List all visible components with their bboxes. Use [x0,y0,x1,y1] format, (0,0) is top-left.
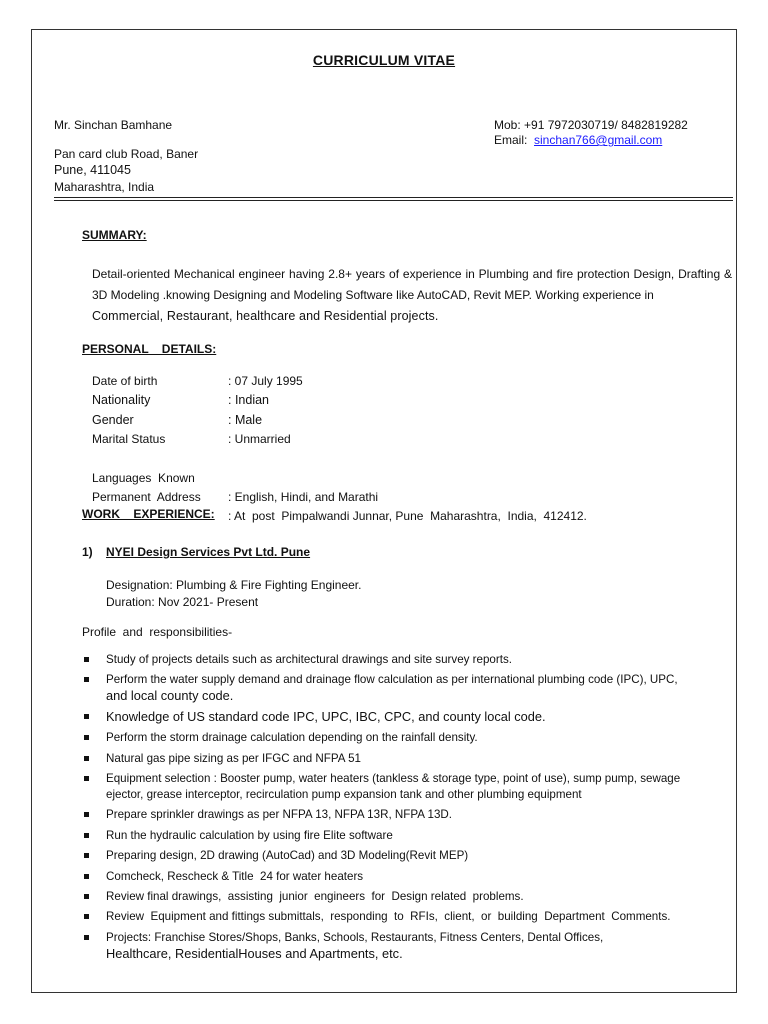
designation: Designation: Plumbing & Fire Fighting Engineer. [106,578,362,592]
marital-value: : Unmarried [228,432,291,446]
list-item: Prepare sprinkler drawings as per NFPA 13, NFPA 13R, NFPA 13D. [84,807,734,823]
list-item: Review final drawings, assisting junior engineers for Design related problems. [84,889,734,905]
bullet-icon [84,935,89,940]
profile-label: Profile and responsibilities- [82,625,233,639]
list-item: Run the hydraulic calculation by using fire Elite software [84,828,734,844]
list-item: Natural gas pipe sizing as per IFGC and NFPA 51 [84,751,734,767]
header-divider-top [54,197,733,198]
summary-body-last: Commercial, Restaurant, healthcare and Residential projects. [92,309,439,323]
bullet-icon [84,853,89,858]
work-experience-heading: WORK EXPERIENCE: [82,507,215,521]
responsibilities-list [84,652,734,966]
bullet-icon [84,677,89,682]
dob-label: Date of birth [92,374,158,388]
bullet-icon [84,833,89,838]
address-line-2: Pune, 411045 [54,163,131,177]
list-item: Projects: Franchise Stores/Shops, Banks, Schools, Restaurants, Fitness Centers, Dental Offices, Healthcare, ResidentialHouses and Apartments, etc. [84,930,734,962]
address-value: : At post Pimpalwandi Junnar, Pune Maharashtra, India, 412412. [228,509,587,523]
address-line-1: Pan card club Road, Baner [54,147,199,161]
list-item: Review Equipment and fittings submittals, responding to RFIs, client, or building Department Comments. [84,909,734,925]
bullet-icon [84,894,89,899]
list-item: Perform the water supply demand and drainage flow calculation as per international plumbing code (IPC), UPC, and local county code. [84,672,734,704]
list-item: Knowledge of US standard code IPC, UPC, IBC, CPC, and county local code. [84,709,734,726]
bullet-icon [84,776,89,781]
list-item: Preparing design, 2D drawing (AutoCad) and 3D Modeling(Revit MEP) [84,848,734,864]
personal-details-heading: PERSONAL DETAILS: [82,342,217,356]
address-label: Permanent Address [92,489,201,504]
duration: Duration: Nov 2021- Present [106,595,259,609]
bullet-icon [84,657,89,662]
company-number: 1) [82,545,93,559]
candidate-name: Mr. Sinchan Bamhane [54,118,173,132]
languages-value: : English, Hindi, and Marathi [228,490,379,504]
languages-label: Languages Known [92,470,195,485]
nationality-label: Nationality [92,393,151,407]
list-item: Equipment selection : Booster pump, water heaters (tankless & storage type, point of use), sump pump, sewage ejector, grease interceptor, recirculation pump expansion tank and other plumbing equipment [84,771,734,803]
email-row [494,133,662,147]
company-entry [82,545,310,559]
mobile-number: Mob: +91 7972030719/ 8482819282 [494,118,688,132]
bullet-icon [84,756,89,761]
bullet-icon [84,914,89,919]
list-item: Study of projects details such as architectural drawings and site survey reports. [84,652,734,668]
bullet-icon [84,735,89,740]
bullet-icon [84,812,89,817]
header-divider-bottom [54,200,733,201]
bullet-icon [84,874,89,879]
summary-text [92,264,732,327]
bullet-icon [84,714,89,719]
gender-label: Gender [92,413,134,427]
dob-value: : 07 July 1995 [228,374,303,388]
list-item: Comcheck, Rescheck & Title 24 for water heaters [84,869,734,885]
email-link[interactable]: sinchan766@gmail.com [534,133,663,147]
gender-value: : Male [228,413,263,427]
nationality-value: : Indian [228,393,270,407]
summary-body: Detail-oriented Mechanical engineer having 2.8+ years of experience in Plumbing and fire protection Design, Drafting & 3D Modeling .knowing Designing and Modeling Software like AutoCAD, Revit MEP. Working experience in [92,267,732,302]
list-item: Perform the storm drainage calculation depending on the rainfall density. [84,730,734,746]
summary-heading: SUMMARY: [82,228,147,242]
marital-label: Marital Status [92,432,166,446]
document-title: CURRICULUM VITAE [312,52,456,68]
company-name: NYEI Design Services Pvt Ltd. Pune [106,545,311,559]
address-line-3: Maharashtra, India [54,180,155,194]
email-label: Email: [494,133,535,147]
